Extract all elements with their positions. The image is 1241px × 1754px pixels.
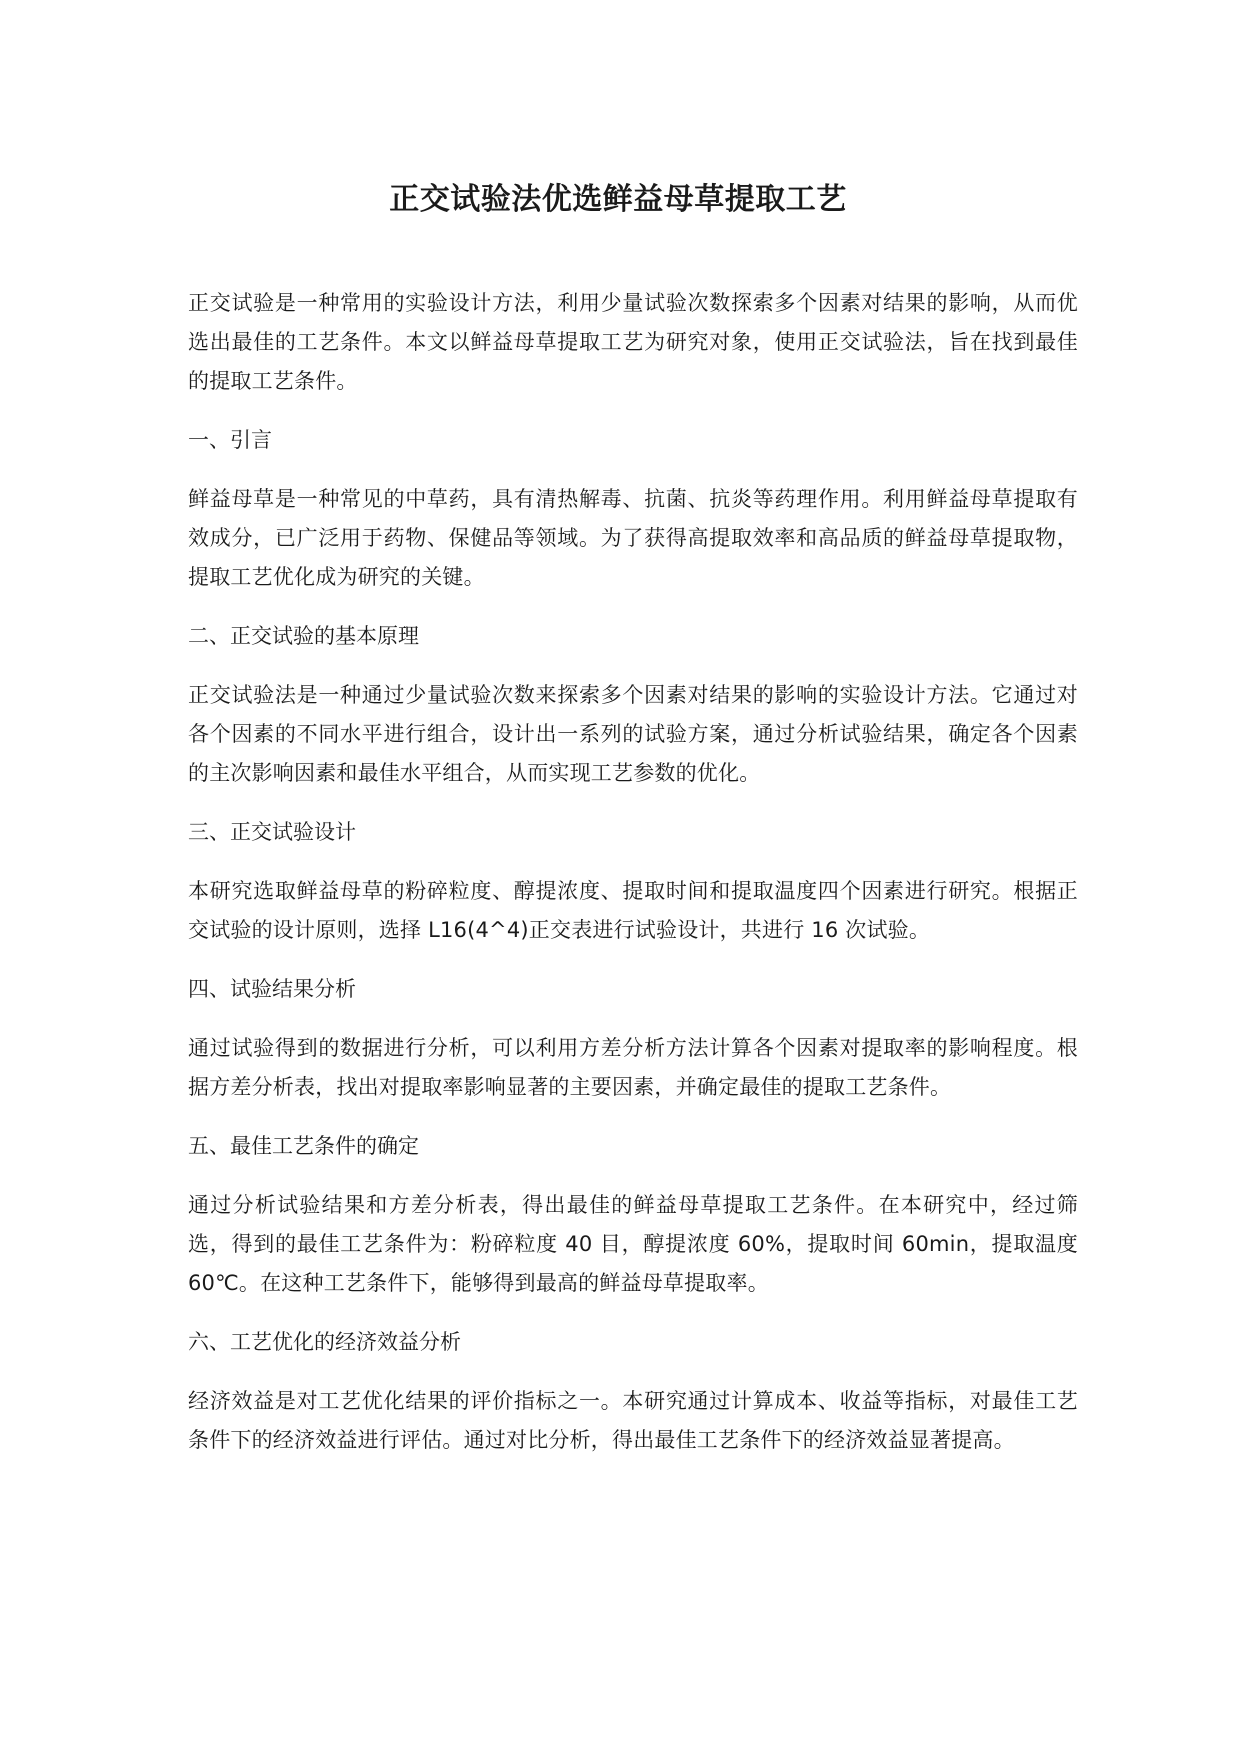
- section-body-analysis: 通过试验得到的数据进行分析，可以利用方差分析方法计算各个因素对提取率的影响程度。根据方差分析表，找出对提取率影响显著的主要因素，并确定最佳的提取工艺条件。: [188, 1036, 1078, 1099]
- section-heading-design: 三、正交试验设计: [188, 820, 356, 844]
- page-title: 正交试验法优选鲜益母草提取工艺: [389, 182, 847, 217]
- section-heading-introduction: 一、引言: [188, 428, 272, 452]
- document-page: [188, 0, 1078, 1754]
- intro-paragraph: 正交试验是一种常用的实验设计方法，利用少量试验次数探索多个因素对结果的影响，从而优选出最佳的工艺条件。本文以鲜益母草提取工艺为研究对象，使用正交试验法，旨在找到最佳的提取工艺条件。: [188, 291, 1078, 393]
- section-body-introduction: 鲜益母草是一种常见的中草药，具有清热解毒、抗菌、抗炎等药理作用。利用鲜益母草提取有效成分，已广泛用于药物、保健品等领域。为了获得高提取效率和高品质的鲜益母草提取物，提取工艺优化成为研究的关键。: [188, 487, 1078, 589]
- section-body-optimal-conditions: 通过分析试验结果和方差分析表，得出最佳的鲜益母草提取工艺条件。在本研究中，经过筛选，得到的最佳工艺条件为：粉碎粒度 40 目，醇提浓度 60%，提取时间 60min，提取温度 60℃。在这种工艺条件下，能够得到最高的鲜益母草提取率。: [188, 1193, 1078, 1295]
- section-heading-optimal-conditions: 五、最佳工艺条件的确定: [188, 1134, 419, 1158]
- section-heading-principle: 二、正交试验的基本原理: [188, 624, 419, 648]
- section-heading-economic-benefit: 六、工艺优化的经济效益分析: [188, 1330, 461, 1354]
- document-body: [188, 284, 1078, 1480]
- section-body-design: 本研究选取鲜益母草的粉碎粒度、醇提浓度、提取时间和提取温度四个因素进行研究。根据正交试验的设计原则，选择 L16(4^4)正交表进行试验设计，共进行 16 次试验。: [188, 879, 1078, 942]
- section-body-economic-benefit: 经济效益是对工艺优化结果的评价指标之一。本研究通过计算成本、收益等指标，对最佳工艺条件下的经济效益进行评估。通过对比分析，得出最佳工艺条件下的经济效益显著提高。: [188, 1389, 1078, 1452]
- section-heading-analysis: 四、试验结果分析: [188, 977, 356, 1001]
- section-body-principle: 正交试验法是一种通过少量试验次数来探索多个因素对结果的影响的实验设计方法。它通过对各个因素的不同水平进行组合，设计出一系列的试验方案，通过分析试验结果，确定各个因素的主次影响因素和最佳水平组合，从而实现工艺参数的优化。: [188, 683, 1078, 785]
